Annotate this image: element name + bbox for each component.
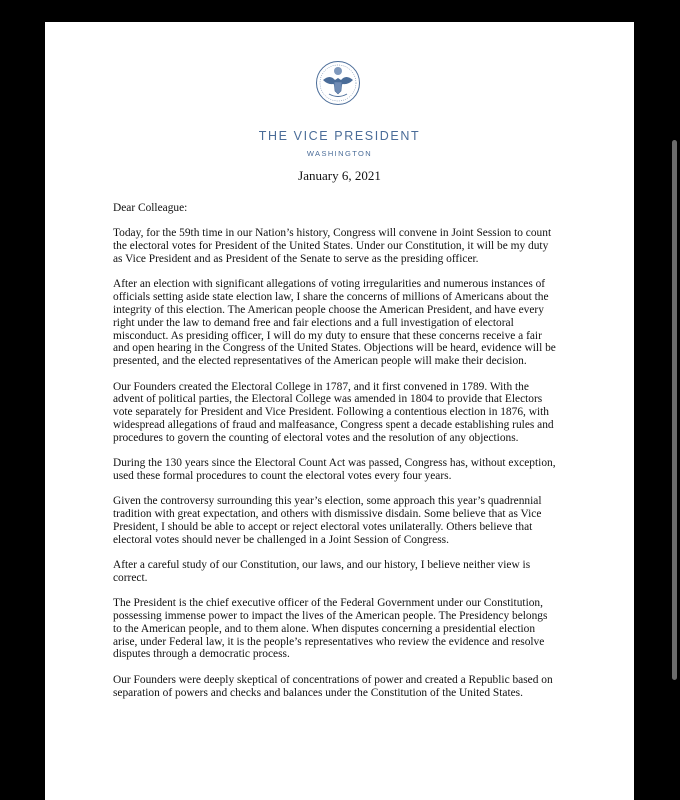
paragraph-4: During the 130 years since the Electoral Count Act was passed, Congress has, without exception, used these formal procedures to count the electoral votes every four years. <box>113 457 556 482</box>
paragraph-1: Today, for the 59th time in our Nation’s history, Congress will convene in Joint Session to count the electoral votes for President of the United States. Under our Constitution, it will be my duty as Vice President and as President of the Senate to serve as the presiding officer. <box>113 227 552 265</box>
vertical-scrollbar[interactable] <box>672 140 677 680</box>
letterhead-title: THE VICE PRESIDENT <box>258 129 421 143</box>
paragraph-6: After a careful study of our Constitution, our laws, and our history, I believe neither view is correct. <box>113 559 531 584</box>
vice-president-seal-icon <box>315 60 361 106</box>
paragraph-5: Given the controversy surrounding this year’s election, some approach this year’s quadrennial tradition with great expectation, and others with dismissive disdain. Some believe that as Vice President, I should be able to accept or reject electoral votes unilaterally. Others believe that electoral votes should never be challenged in a Joint Session of Congress. <box>113 495 542 546</box>
letter-page <box>45 22 634 800</box>
letterhead-location: WASHINGTON <box>306 149 373 158</box>
paragraph-8: Our Founders were deeply skeptical of concentrations of power and created a Republic based on separation of powers and checks and balances under the Constitution of the United States. <box>113 673 553 699</box>
letter-date: January 6, 2021 <box>298 168 381 183</box>
letter-body <box>113 202 559 712</box>
paragraph-2: After an election with significant allegations of voting irregularities and numerous instances of officials setting aside state election law, I share the concerns of millions of Americans about the integrity of this election. The American people choose the American President, and have every right under the law to demand free and fair elections and a full investigation of electoral misconduct. As presiding officer, I will do my duty to ensure that these concerns receive a fair and open hearing in the Congress of the United States. Objections will be heard, evidence will be presented, and the elected representatives of the American people will make their decision. <box>113 278 556 368</box>
paragraph-3: Our Founders created the Electoral College in 1787, and it first convened in 1789. With the advent of political parties, the Electoral College was amended in 1804 to provide that Electors vote separately for President and Vice President. Following a contentious election in 1876, with widespread allegations of fraud and malfeasance, Congress spent a decade establishing rules and procedures to govern the counting of electoral votes and the resolution of any objections. <box>113 380 554 444</box>
salutation: Dear Colleague: <box>113 202 188 214</box>
paragraph-7: The President is the chief executive officer of the Federal Government under our Constitution, possessing immense power to impact the lives of the American people. The Presidency belongs to the American people, and to them alone. When disputes concerning a presidential election arise, under Federal law, it is the people’s representatives who review the evidence and resolve disputes through a democratic process. <box>113 597 548 661</box>
